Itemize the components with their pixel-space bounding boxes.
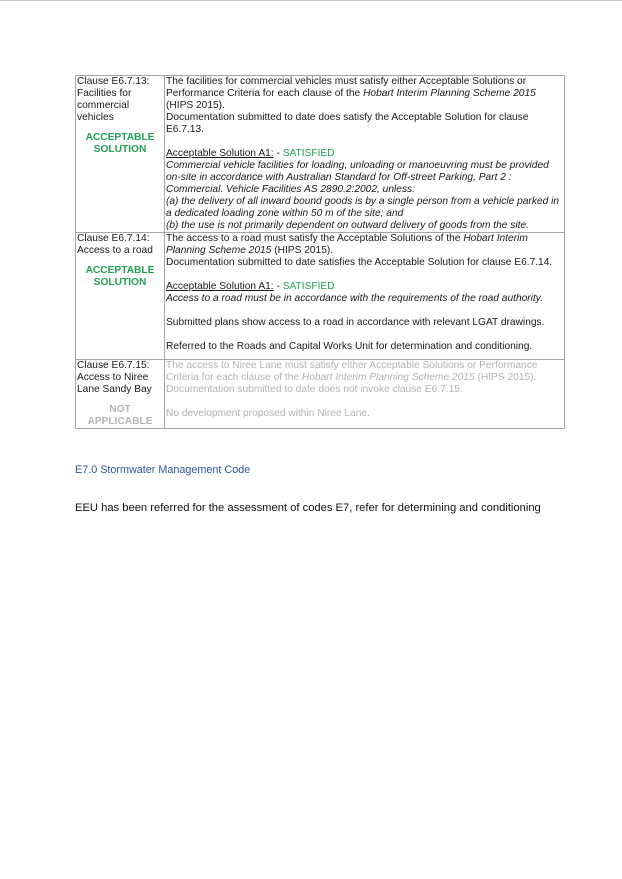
status-badge: ACCEPTABLE SOLUTION xyxy=(85,265,155,288)
table-row xyxy=(76,360,565,429)
clause-intro: The access to a road must satisfy the Acceptable Solutions of the Hobart Interim Planning Scheme 2015 (HIPS 2015). xyxy=(166,233,528,256)
solution-line: Acceptable Solution A1: - SATISFIED xyxy=(166,281,335,292)
solution-status: SATISFIED xyxy=(282,281,335,292)
requirement-text: Commercial vehicle facilities for loading, unloading or manoeuvring must be provided on-site in accordance with Australian Standard for Off-street Parking, Part 2 : Commercial. Vehicle Facilities AS 2890.2:2002, unless: xyxy=(166,160,549,195)
clause-cell xyxy=(76,76,165,233)
solution-status: SATISFIED xyxy=(282,148,335,159)
clause-title: Facilities for commercial vehicles xyxy=(77,88,132,123)
requirement-item: (a) the delivery of all inward bound goods is by a single person from a vehicle parked in a dedicated loading zone within 50 m of the site; and xyxy=(166,196,559,219)
clause-title: Access to a road xyxy=(77,245,153,256)
status-badge: ACCEPTABLE SOLUTION xyxy=(85,132,155,155)
table-row xyxy=(76,233,565,360)
clause-assessment-table xyxy=(75,75,565,429)
requirement-item: (b) the use is not primarily dependent on outward delivery of goods from the site. xyxy=(166,220,529,231)
clause-intro: The access to Niree Lane must satisfy either Acceptable Solutions or Performance Criteria for each clause of the Hobart Interim Planning Scheme 2015 (HIPS 2015). xyxy=(166,360,538,383)
assessment-note: Submitted plans show access to a road in accordance with relevant LGAT drawings. xyxy=(166,317,545,328)
clause-cell xyxy=(76,360,165,429)
body-paragraph: EEU has been referred for the assessment of codes E7, refer for determining and conditioning xyxy=(75,502,541,514)
documentation-text: Documentation submitted to date does satisfy the Acceptable Solution for clause E6.7.13. xyxy=(166,112,529,135)
assessment-cell xyxy=(165,76,565,233)
assessment-note: No development proposed within Niree Lane. xyxy=(166,408,370,419)
documentation-text: Documentation submitted to date satisfies the Acceptable Solution for clause E6.7.14. xyxy=(166,257,553,268)
clause-number: Clause E6.7.14: xyxy=(77,233,150,244)
clause-number: Clause E6.7.15: xyxy=(77,360,150,371)
requirement-text: Access to a road must be in accordance with the requirements of the road authority. xyxy=(166,293,543,304)
solution-line: Acceptable Solution A1: - SATISFIED xyxy=(166,148,335,159)
clause-cell xyxy=(76,233,165,360)
page-top-border xyxy=(0,0,622,1)
documentation-text: Documentation submitted to date does not invoke clause E6.7.15. xyxy=(166,384,463,395)
table-row xyxy=(76,76,565,233)
referral-text: Referred to the Roads and Capital Works Unit for determination and conditioning. xyxy=(166,341,533,352)
assessment-cell xyxy=(165,233,565,360)
section-heading: E7.0 Stormwater Management Code xyxy=(75,464,251,476)
assessment-cell xyxy=(165,360,565,429)
status-badge: NOT APPLICABLE xyxy=(87,404,153,427)
clause-title: Access to Niree Lane Sandy Bay xyxy=(77,372,152,395)
clause-number: Clause E6.7.13: xyxy=(77,76,150,87)
clause-intro: The facilities for commercial vehicles must satisfy either Acceptable Solutions or Performance Criteria for each clause of the Hobart Interim Planning Scheme 2015 (HIPS 2015). xyxy=(166,76,536,111)
